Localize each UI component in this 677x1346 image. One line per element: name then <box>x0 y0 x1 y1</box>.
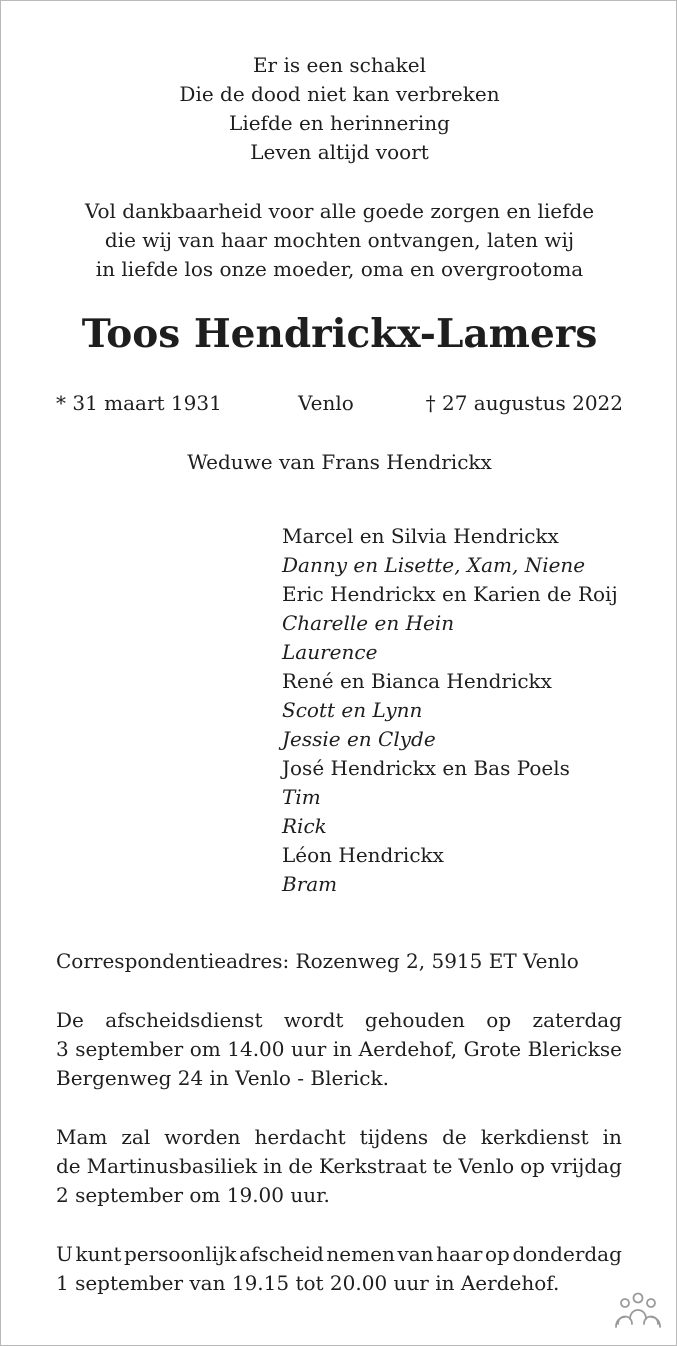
paragraph-word: om <box>189 1037 221 1061</box>
paragraph-line <box>56 1240 622 1269</box>
dates-row <box>1 389 677 419</box>
family-member-grandchildren: Laurence <box>282 640 378 664</box>
family-member-grandchildren: Charelle en Hein <box>282 611 455 635</box>
intro-text <box>1 197 677 284</box>
memorial-paragraph <box>56 1123 622 1210</box>
verse-line: Er is een schakel <box>252 53 427 77</box>
paragraph-word: kerkdienst <box>480 1125 589 1149</box>
paragraph-word: U <box>56 1242 73 1266</box>
verse-line: Liefde en herinnering <box>229 111 450 135</box>
place: Venlo <box>298 391 354 415</box>
paragraph-word: de <box>56 1154 81 1178</box>
farewell-paragraph <box>56 1240 622 1298</box>
paragraph-word: persoonlijk <box>123 1242 237 1266</box>
family-member-grandchildren: Danny en Lisette, Xam, Niene <box>282 553 586 577</box>
deceased-name: Toos Hendrickx-Lamers <box>81 311 598 357</box>
paragraph-word: op <box>485 1242 510 1266</box>
paragraph-word: zal <box>121 1125 151 1149</box>
paragraph-word: nemen <box>326 1242 395 1266</box>
paragraph-word: in <box>263 1154 283 1178</box>
paragraph-word: de <box>288 1154 313 1178</box>
paragraph-word: van <box>397 1242 434 1266</box>
paragraph-word: donderdag <box>512 1242 622 1266</box>
paragraph-word: zaterdag <box>532 1008 622 1032</box>
paragraph-word: 3 <box>56 1037 69 1061</box>
paragraph-word: afscheidsdienst <box>105 1008 263 1032</box>
paragraph-word: in <box>602 1125 622 1149</box>
verse-line: Leven altijd voort <box>250 140 429 164</box>
paragraph-word: De <box>56 1008 84 1032</box>
intro-line: Vol dankbaarheid voor alle goede zorgen en liefde <box>84 199 595 223</box>
paragraph-word: haar <box>436 1242 483 1266</box>
paragraph-word: wordt <box>283 1008 344 1032</box>
widow-of: Weduwe van Frans Hendrickx <box>187 450 492 474</box>
paragraph-word: 14.00 <box>227 1037 285 1061</box>
paragraph-word: worden <box>164 1125 241 1149</box>
service-paragraph <box>56 1006 622 1093</box>
paragraph-line <box>56 1035 622 1064</box>
paragraph-word: gehouden <box>364 1008 465 1032</box>
paragraph-word: september <box>75 1037 184 1061</box>
paragraph-word: vrijdag <box>550 1154 622 1178</box>
paragraph-word: op <box>486 1008 512 1032</box>
paragraph-line <box>56 1006 622 1035</box>
paragraph-word: Martinusbasiliek <box>86 1154 258 1178</box>
paragraph-word: de <box>442 1125 467 1149</box>
paragraph-word: Mam <box>56 1125 108 1149</box>
verse <box>1 51 677 167</box>
paragraph-word: Aerdehof, <box>358 1037 458 1061</box>
paragraph-word: in <box>332 1037 353 1061</box>
family-list <box>282 522 662 899</box>
paragraph-line <box>56 1152 622 1181</box>
paragraph-word: Venlo <box>458 1154 515 1178</box>
paragraph-word: uur <box>291 1037 327 1061</box>
family-member-grandchildren: Scott en Lynn <box>282 698 423 722</box>
family-member-child: Marcel en Silvia Hendrickx <box>282 524 559 548</box>
family-member-child: René en Bianca Hendrickx <box>282 669 552 693</box>
paragraph-word: herdacht <box>254 1125 346 1149</box>
paragraph-line: 1 september van 19.15 tot 20.00 uur in Aerdehof. <box>56 1271 560 1295</box>
paragraph-word: Grote <box>463 1037 522 1061</box>
family-member-child: Eric Hendrickx en Karien de Roij <box>282 582 618 606</box>
intro-line: in liefde los onze moeder, oma en overgrootoma <box>95 257 584 281</box>
death-date: † 27 augustus 2022 <box>425 391 623 415</box>
intro-line: die wij van haar mochten ontvangen, laten wij <box>104 228 575 252</box>
paragraph-line: Bergenweg 24 in Venlo - Blerick. <box>56 1066 389 1090</box>
family-member-grandchildren: Jessie en Clyde <box>282 727 436 751</box>
paragraph-word: kunt <box>75 1242 122 1266</box>
correspondence-address: Correspondentieadres: Rozenweg 2, 5915 ET Venlo <box>56 949 579 973</box>
verse-line: Die de dood niet kan verbreken <box>179 82 500 106</box>
paragraph-word: Kerkstraat <box>318 1154 427 1178</box>
paragraph-word: afscheid <box>239 1242 324 1266</box>
paragraph-word: te <box>432 1154 453 1178</box>
family-member-child: Léon Hendrickx <box>282 843 444 867</box>
family-member-grandchildren: Rick <box>282 814 327 838</box>
family-group-icon <box>612 1291 664 1331</box>
birth-date: * 31 maart 1931 <box>56 391 222 415</box>
family-member-grandchildren: Tim <box>282 785 321 809</box>
family-member-grandchildren: Bram <box>282 872 338 896</box>
paragraph-word: Blerickse <box>527 1037 622 1061</box>
family-member-child: José Hendrickx en Bas Poels <box>282 756 570 780</box>
paragraph-word: tijdens <box>359 1125 429 1149</box>
paragraph-word: op <box>520 1154 545 1178</box>
paragraph-line: 2 september om 19.00 uur. <box>56 1183 330 1207</box>
paragraph-line <box>56 1123 622 1152</box>
